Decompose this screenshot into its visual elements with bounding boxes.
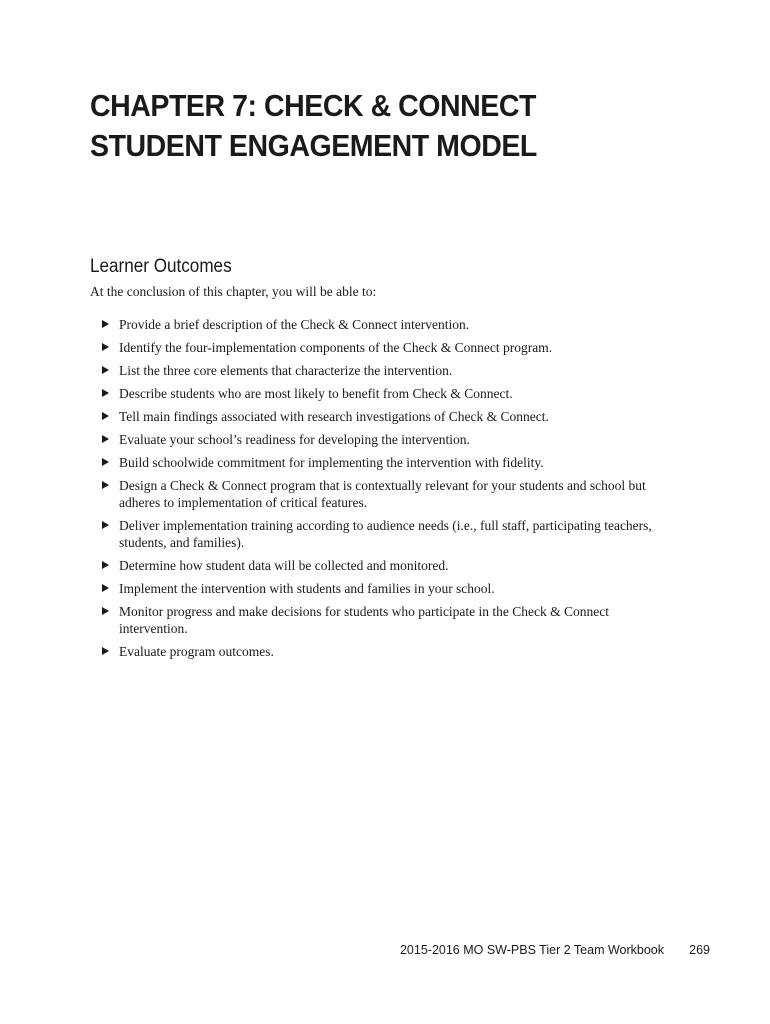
outcome-text: Deliver implementation training according to audience needs (i.e., full staff, participating teachers, students, and families). <box>119 518 652 550</box>
outcome-text: Monitor progress and make decisions for students who participate in the Check & Connect intervention. <box>119 604 610 636</box>
outcome-item <box>102 316 677 333</box>
triangle-bullet-icon <box>102 366 109 374</box>
workbook-title: 2015-2016 MO SW-PBS Tier 2 Team Workbook <box>399 943 664 957</box>
outcome-item <box>102 454 677 471</box>
learner-outcomes-intro: At the conclusion of this chapter, you will be able to: <box>90 284 377 299</box>
triangle-bullet-icon <box>102 458 109 466</box>
outcome-text: Design a Check & Connect program that is contextually relevant for your students and school but adheres to implementation of critical features. <box>119 478 646 510</box>
chapter-title-line-1: CHAPTER 7: CHECK & CONNECT <box>90 88 536 123</box>
triangle-bullet-icon <box>102 584 109 592</box>
triangle-bullet-icon <box>102 435 109 443</box>
outcome-item <box>102 431 677 448</box>
outcome-text: Determine how student data will be collected and monitored. <box>119 558 449 573</box>
triangle-bullet-icon <box>102 561 109 569</box>
outcome-item <box>102 362 677 379</box>
chapter-title <box>90 86 660 166</box>
outcome-text: List the three core elements that characterize the intervention. <box>119 363 453 378</box>
outcome-item <box>102 517 677 551</box>
learner-outcomes-list <box>102 316 677 666</box>
triangle-bullet-icon <box>102 320 109 328</box>
triangle-bullet-icon <box>102 412 109 420</box>
outcome-text: Describe students who are most likely to benefit from Check & Connect. <box>119 386 513 401</box>
triangle-bullet-icon <box>102 389 109 397</box>
outcome-item <box>102 477 677 511</box>
outcome-text: Identify the four-implementation components of the Check & Connect program. <box>119 340 553 355</box>
outcome-item <box>102 339 677 356</box>
triangle-bullet-icon <box>102 647 109 655</box>
outcome-text: Evaluate program outcomes. <box>119 644 274 659</box>
page-number: 269 <box>689 943 710 957</box>
outcome-text: Provide a brief description of the Check & Connect intervention. <box>119 317 470 332</box>
outcome-text: Tell main findings associated with research investigations of Check & Connect. <box>119 409 549 424</box>
outcome-text: Evaluate your school’s readiness for developing the intervention. <box>119 432 470 447</box>
outcome-item <box>102 385 677 402</box>
triangle-bullet-icon <box>102 521 109 529</box>
triangle-bullet-icon <box>102 343 109 351</box>
triangle-bullet-icon <box>102 607 109 615</box>
outcome-text: Build schoolwide commitment for implementing the intervention with fidelity. <box>119 455 544 470</box>
chapter-title-line-2: STUDENT ENGAGEMENT MODEL <box>90 128 537 163</box>
outcome-item <box>102 643 677 660</box>
outcome-item <box>102 603 677 637</box>
outcome-text: Implement the intervention with students and families in your school. <box>119 581 495 596</box>
learner-outcomes-heading: Learner Outcomes <box>90 256 232 277</box>
outcome-item <box>102 580 677 597</box>
outcome-item <box>102 557 677 574</box>
triangle-bullet-icon <box>102 481 109 489</box>
outcome-item <box>102 408 677 425</box>
